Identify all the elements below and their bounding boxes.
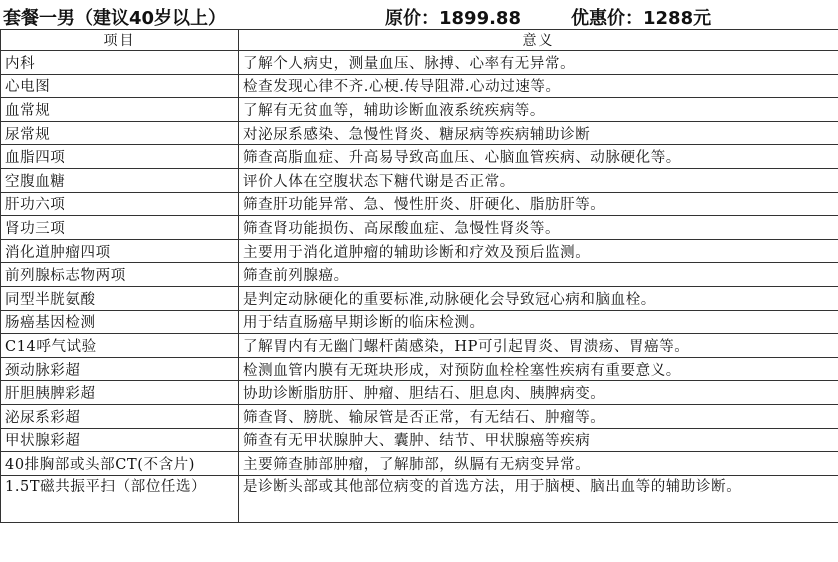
item-name-cell: 心电图 (1, 74, 239, 98)
item-name-cell: 颈动脉彩超 (1, 357, 239, 381)
column-header-meaning: 意义 (239, 30, 838, 51)
table-row (1, 239, 838, 263)
item-name-cell: 40排胸部或头部CT(不含片) (1, 452, 239, 476)
item-meaning-cell: 检查发现心律不齐.心梗.传导阻滞.心动过速等。 (239, 74, 838, 98)
item-meaning-cell: 主要用于消化道肿瘤的辅助诊断和疗效及预后监测。 (239, 239, 838, 263)
table-row (1, 428, 838, 452)
table-row (1, 216, 838, 240)
item-name-cell: 同型半胱氨酸 (1, 286, 239, 310)
checkup-items-table (0, 29, 838, 523)
item-name-cell: 肠癌基因检测 (1, 310, 239, 334)
original-price: 原价：1899.88 (385, 8, 521, 29)
table-row (1, 381, 838, 405)
table-row (1, 51, 838, 75)
table-row (1, 404, 838, 428)
table-row (1, 145, 838, 169)
item-meaning-cell: 对泌尿系感染、急慢性肾炎、糖尿病等疾病辅助诊断 (239, 121, 838, 145)
item-name-cell: 尿常规 (1, 121, 239, 145)
item-name-cell: 内科 (1, 51, 239, 75)
table-row (1, 286, 838, 310)
item-meaning-cell: 协助诊断脂肪肝、肿瘤、胆结石、胆息肉、胰脾病变。 (239, 381, 838, 405)
column-header-item: 项目 (1, 30, 239, 51)
item-meaning-cell: 筛查高脂血症、升高易导致高血压、心脑血管疾病、动脉硬化等。 (239, 145, 838, 169)
item-meaning-cell: 筛查有无甲状腺肿大、囊肿、结节、甲状腺癌等疾病 (239, 428, 838, 452)
item-meaning-cell: 是判定动脉硬化的重要标准,动脉硬化会导致冠心病和脑血栓。 (239, 286, 838, 310)
item-meaning-cell: 主要筛查肺部肿瘤，了解肺部，纵膈有无病变异常。 (239, 452, 838, 476)
table-header-row (1, 30, 838, 51)
item-name-cell: 肝胆胰脾彩超 (1, 381, 239, 405)
table-row (1, 263, 838, 287)
item-meaning-cell: 用于结直肠癌早期诊断的临床检测。 (239, 310, 838, 334)
table-row (1, 192, 838, 216)
item-name-cell: 泌尿系彩超 (1, 404, 239, 428)
table-row (1, 475, 838, 522)
table-row (1, 98, 838, 122)
item-meaning-cell: 了解有无贫血等，辅助诊断血液系统疾病等。 (239, 98, 838, 122)
item-meaning-cell: 了解个人病史，测量血压、脉搏、心率有无异常。 (239, 51, 838, 75)
item-name-cell: C14呼气试验 (1, 334, 239, 358)
item-name-cell: 1.5T磁共振平扫（部位任选） (1, 475, 239, 522)
item-name-cell: 肝功六项 (1, 192, 239, 216)
item-name-cell: 肾功三项 (1, 216, 239, 240)
item-name-cell: 前列腺标志物两项 (1, 263, 239, 287)
item-meaning-cell: 筛查肾功能损伤、高尿酸血症、急慢性肾炎等。 (239, 216, 838, 240)
item-meaning-cell: 筛查肾、膀胱、输尿管是否正常，有无结石、肿瘤等。 (239, 404, 838, 428)
table-row (1, 74, 838, 98)
package-header (0, 0, 838, 29)
table-row (1, 168, 838, 192)
item-name-cell: 血常规 (1, 98, 239, 122)
item-meaning-cell: 筛查肝功能异常、急、慢性肝炎、肝硬化、脂肪肝等。 (239, 192, 838, 216)
item-meaning-cell: 检测血管内膜有无斑块形成，对预防血栓栓塞性疾病有重要意义。 (239, 357, 838, 381)
table-row (1, 310, 838, 334)
item-meaning-cell: 评价人体在空腹状态下糖代谢是否正常。 (239, 168, 838, 192)
package-title: 套餐一男（建议40岁以上） (3, 8, 227, 29)
table-row (1, 452, 838, 476)
table-row (1, 357, 838, 381)
item-name-cell: 甲状腺彩超 (1, 428, 239, 452)
table-row (1, 334, 838, 358)
item-meaning-cell: 筛查前列腺癌。 (239, 263, 838, 287)
item-name-cell: 空腹血糖 (1, 168, 239, 192)
item-meaning-cell: 了解胃内有无幽门螺杆菌感染，HP可引起胃炎、胃溃疡、胃癌等。 (239, 334, 838, 358)
discount-price: 优惠价：1288元 (571, 8, 712, 29)
table-row (1, 121, 838, 145)
item-name-cell: 血脂四项 (1, 145, 239, 169)
item-meaning-cell: 是诊断头部或其他部位病变的首选方法，用于脑梗、脑出血等的辅助诊断。 (239, 475, 838, 522)
item-name-cell: 消化道肿瘤四项 (1, 239, 239, 263)
